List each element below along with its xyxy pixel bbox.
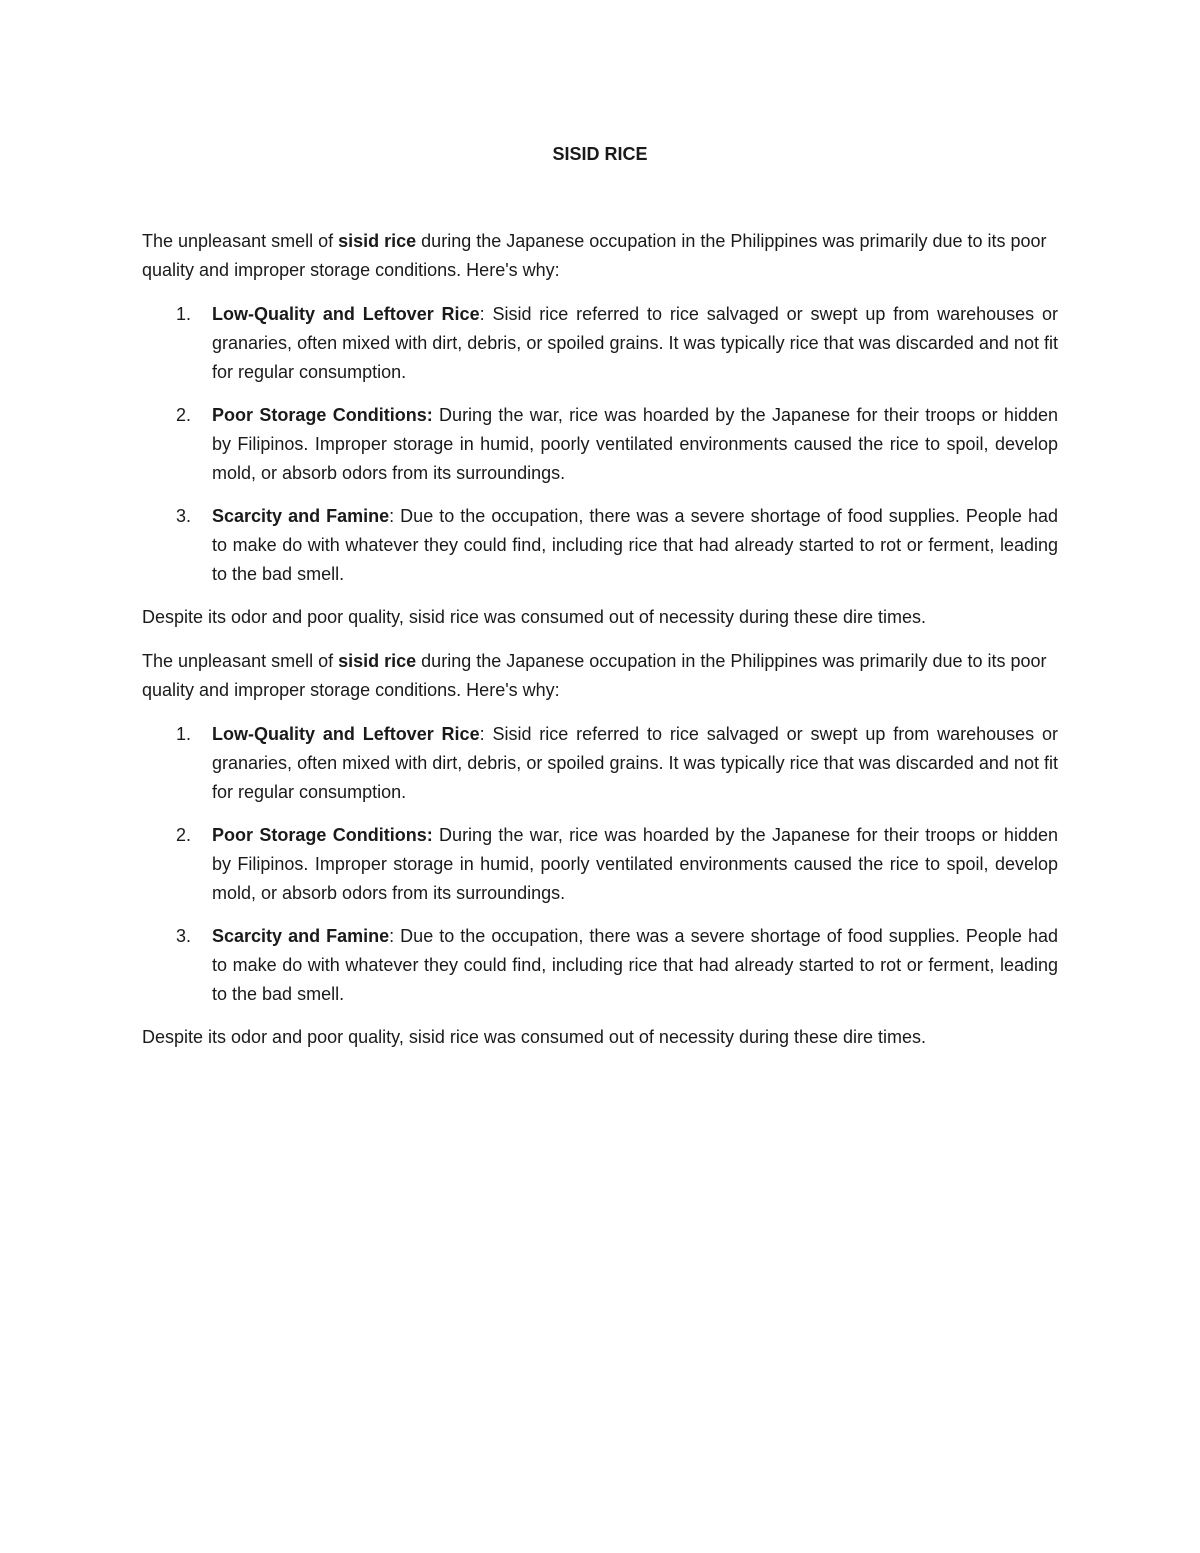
list-item (142, 720, 1058, 807)
list-item-term: Scarcity and Famine (212, 506, 390, 526)
intro-paragraph (142, 227, 1058, 285)
list-item-separator: : (389, 926, 395, 946)
list-item-number: 2. (176, 825, 192, 845)
intro-bold-term: sisid rice (338, 651, 417, 671)
list-item (142, 502, 1058, 589)
list-item-number: 1. (176, 304, 192, 324)
reasons-list (142, 300, 1058, 589)
list-item-number: 1. (176, 724, 192, 744)
list-item-term: Low-Quality and Leftover Rice (212, 304, 480, 324)
list-item (142, 922, 1058, 1009)
list-item (142, 821, 1058, 908)
conclusion-paragraph: Despite its odor and poor quality, sisid rice was consumed out of necessity during these dire times. (142, 607, 927, 627)
list-item-separator: : (479, 304, 485, 324)
list-item-number: 2. (176, 405, 192, 425)
intro-text-after: during the Japanese occupation in the Philippines was primarily due to its poor quality and improper storage conditions. Here's why: (142, 651, 1047, 700)
list-item (142, 300, 1058, 387)
list-item-term: Low-Quality and Leftover Rice (212, 724, 480, 744)
conclusion-paragraph: Despite its odor and poor quality, sisid rice was consumed out of necessity during these dire times. (142, 1027, 927, 1047)
list-item-term: Poor Storage Conditions: (212, 405, 433, 425)
list-item-separator: : (389, 506, 395, 526)
list-item-term: Scarcity and Famine (212, 926, 390, 946)
intro-text-before: The unpleasant smell of (142, 231, 339, 251)
document-body (142, 140, 1058, 1067)
intro-text-before: The unpleasant smell of (142, 651, 339, 671)
reasons-list (142, 720, 1058, 1009)
list-item-text: Due to the occupation, there was a severe shortage of food supplies. People had to make do with whatever they could find, including rice that had already started to rot or ferment, leading to the bad smell. (212, 506, 1058, 584)
intro-bold-term: sisid rice (338, 231, 417, 251)
intro-paragraph (142, 647, 1058, 705)
list-item-number: 3. (176, 506, 192, 526)
list-item-term: Poor Storage Conditions: (212, 825, 433, 845)
list-item-number: 3. (176, 926, 192, 946)
list-item-text: During the war, rice was hoarded by the Japanese for their troops or hidden by Filipinos. Improper storage in humid, poorly ventilated environments caused the rice to spoil, develop mold, or absorb odors from its surroundings. (212, 825, 1058, 903)
list-item-text: During the war, rice was hoarded by the Japanese for their troops or hidden by Filipinos. Improper storage in humid, poorly ventilated environments caused the rice to spoil, develop mold, or absorb odors from its surroundings. (212, 405, 1058, 483)
list-item-text: Sisid rice referred to rice salvaged or swept up from warehouses or granaries, often mixed with dirt, debris, or spoiled grains. It was typically rice that was discarded and not fit for regular consumption. (212, 304, 1058, 382)
document-title: SISID RICE (552, 144, 648, 164)
list-item-text: Due to the occupation, there was a severe shortage of food supplies. People had to make do with whatever they could find, including rice that had already started to rot or ferment, leading to the bad smell. (212, 926, 1058, 1004)
list-item-text: Sisid rice referred to rice salvaged or swept up from warehouses or granaries, often mixed with dirt, debris, or spoiled grains. It was typically rice that was discarded and not fit for regular consumption. (212, 724, 1058, 802)
list-item-separator: : (479, 724, 485, 744)
explanation-section (142, 227, 1058, 632)
explanation-section (142, 647, 1058, 1052)
list-item (142, 401, 1058, 488)
intro-text-after: during the Japanese occupation in the Philippines was primarily due to its poor quality and improper storage conditions. Here's why: (142, 231, 1047, 280)
